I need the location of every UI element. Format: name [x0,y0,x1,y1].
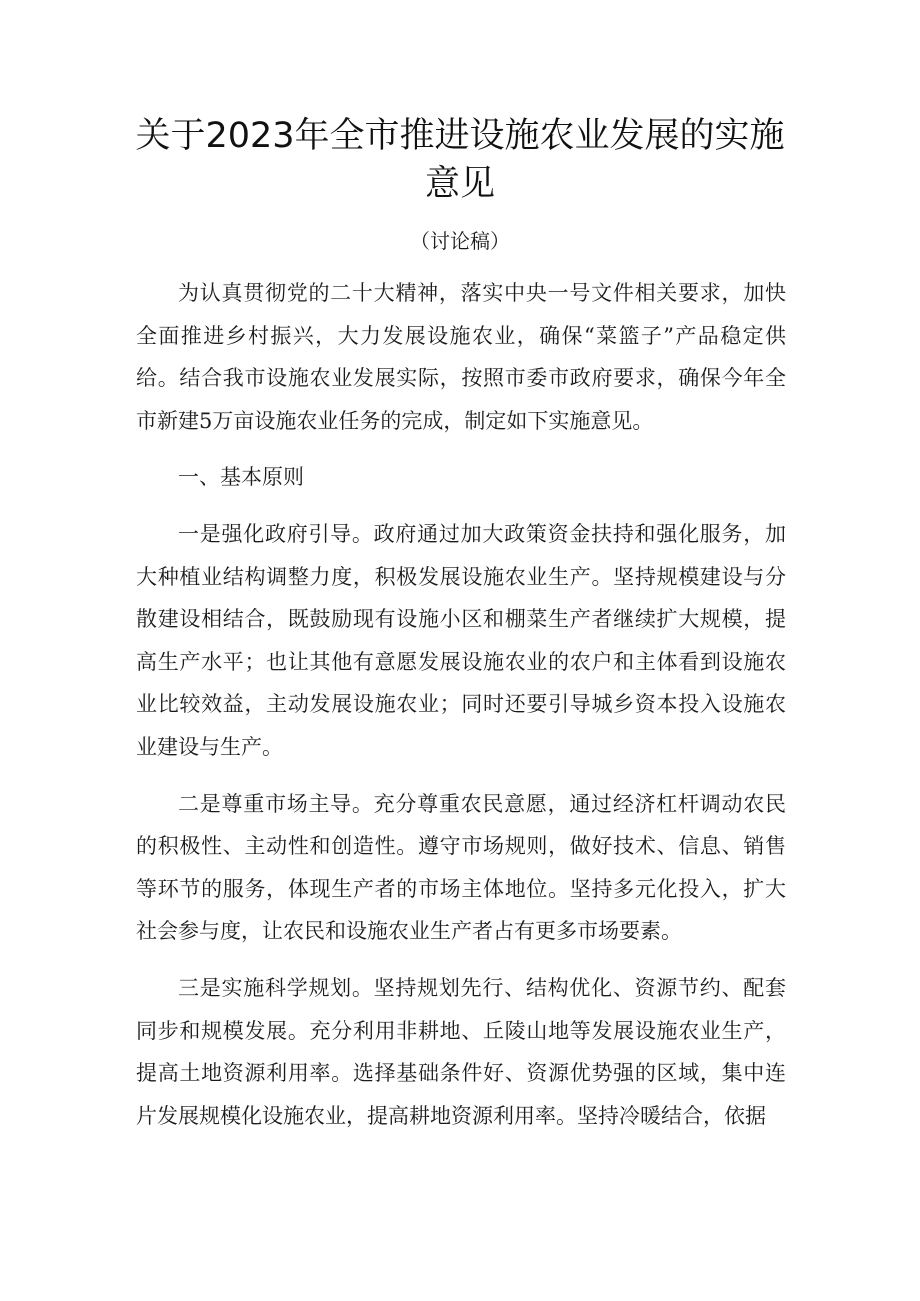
document-body [136,272,786,1151]
principle-paragraph-scientific-planning: 三是实施科学规划。坚持规划先行、结构优化、资源节约、配套同步和规模发展。充分利用非耕地、丘陵山地等发展设施农业生产，提高土地资源利用率。选择基础条件好、资源优势强的区域，集中连片发展规模化设施农业，提高耕地资源利用率。坚持冷暖结合，依据 [136,975,786,1128]
document-subtitle: （讨论稿） [410,229,510,253]
section-heading-basic-principles: 一、基本原则 [178,465,304,490]
principle-paragraph-government-guidance: 一是强化政府引导。政府通过加大政策资金扶持和强化服务，加大种植业结构调整力度，积极发展设施农业生产。坚持规模建设与分散建设相结合，既鼓励现有设施小区和棚菜生产者继续扩大规模，提高生产水平；也让其他有意愿发展设施农业的农户和主体看到设施农业比较效益，主动发展设施农业；同时还要引导城乡资本投入设施农业建设与生产。 [136,521,786,759]
principle-paragraph-market-leading: 二是尊重市场主导。充分尊重农民意愿，通过经济杠杆调动农民的积极性、主动性和创造性。遵守市场规则，做好技术、信息、销售等环节的服务，体现生产者的市场主体地位。坚持多元化投入，扩大社会参与度，让农民和设施农业生产者占有更多市场要素。 [136,791,786,944]
intro-paragraph: 为认真贯彻党的二十大精神，落实中央一号文件相关要求，加快全面推进乡村振兴，大力发展设施农业，确保“菜篮子”产品稳定供给。结合我市设施农业发展实际，按照市委市政府要求，确保今年全市新建5万亩设施农业任务的完成，制定如下实施意见。 [136,281,786,433]
document-title: 关于2023年全市推进设施农业发展的实施意见 [135,116,785,204]
